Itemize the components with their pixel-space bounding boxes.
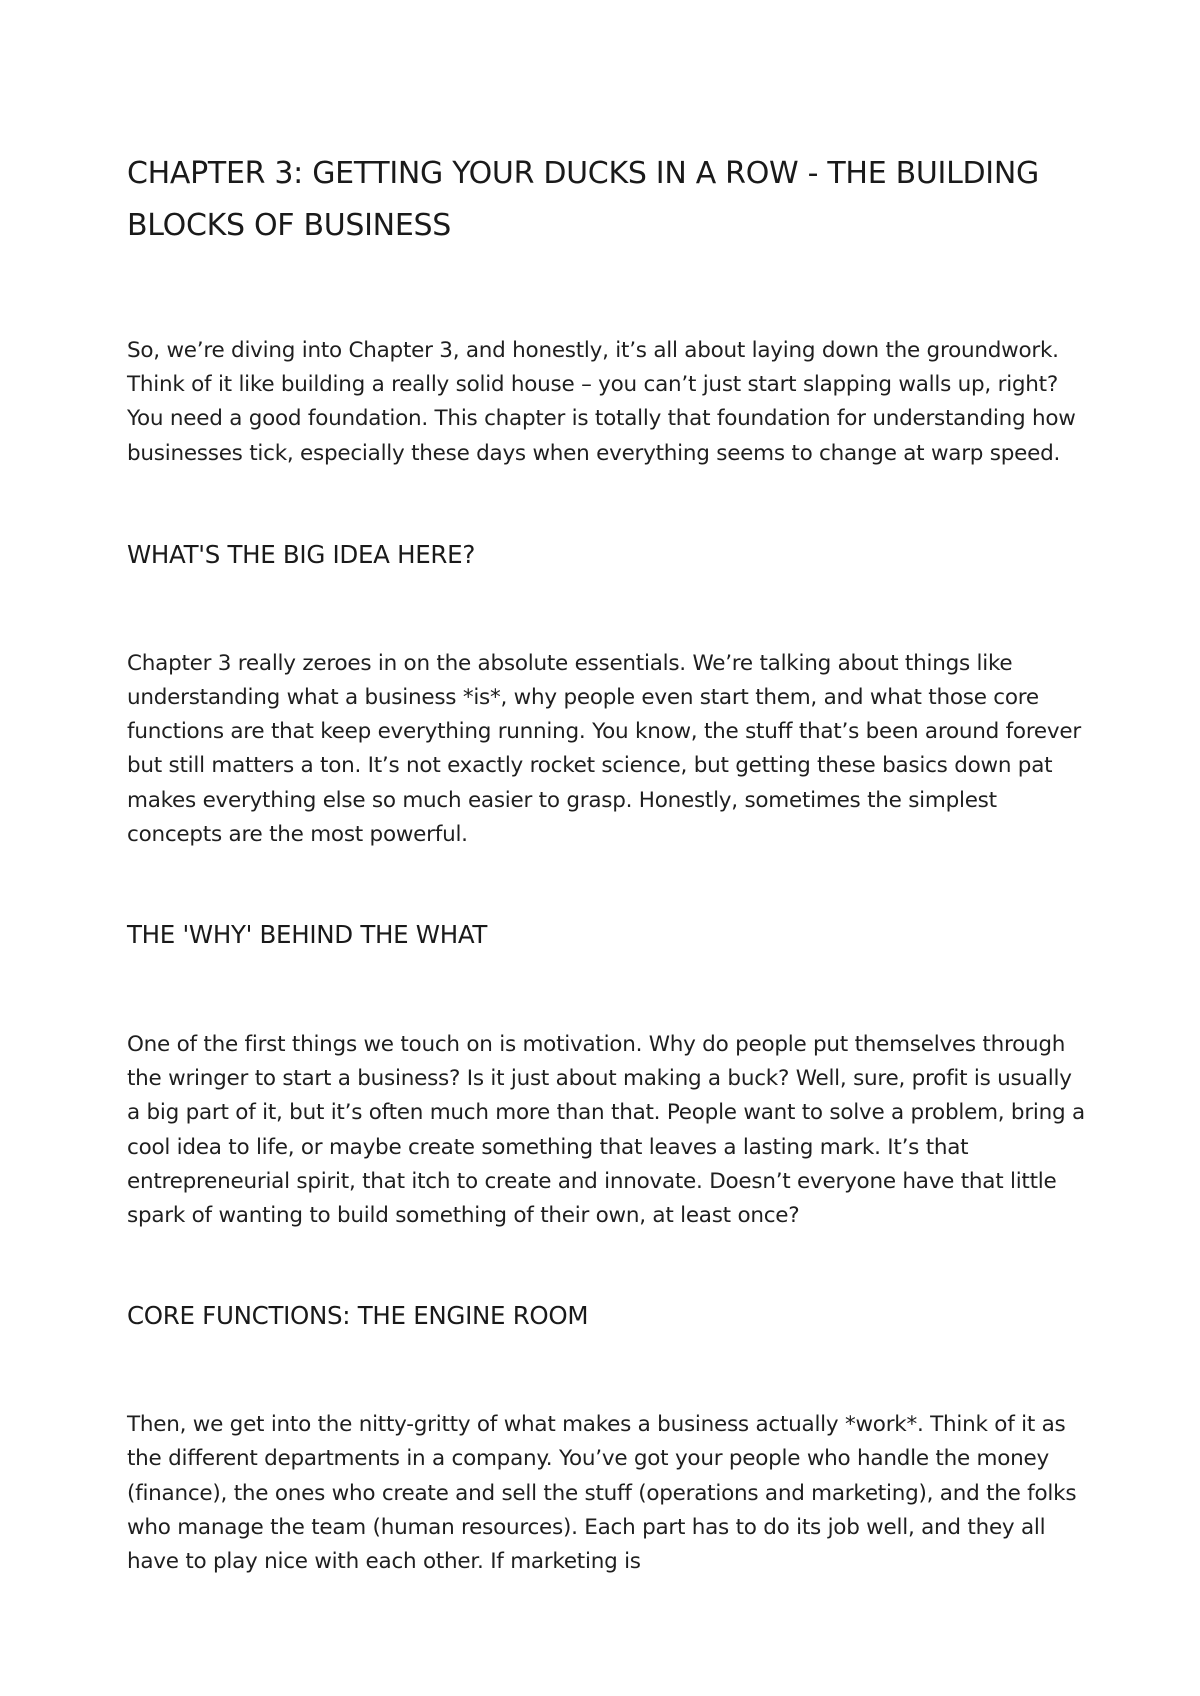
section-heading-core-functions: CORE FUNCTIONS: THE ENGINE ROOM [127,1301,589,1331]
section-heading-why: THE 'WHY' BEHIND THE WHAT [127,920,488,950]
document-page [127,148,1087,1579]
section-heading-big-idea: WHAT'S THE BIG IDEA HERE? [127,539,476,569]
intro-paragraph: So, we’re diving into Chapter 3, and honestly, it’s all about laying down the groundwork. Think of it like building a really solid house – you can’t just start slapping walls up, right? You need a good foundation. This chapter is totally that foundation for understanding how businesses tick, especially these days when everything seems to change at warp speed. [127,338,1076,466]
section-paragraph-why: One of the first things we touch on is motivation. Why do people put themselves through the wringer to start a business? Is it just about making a buck? Well, sure, profit is usually a big part of it, but it’s often much more than that. People want to solve a problem, bring a cool idea to life, or maybe create something that leaves a lasting mark. It’s that entrepreneurial spirit, that itch to create and innovate. Doesn’t everyone have that little spark of wanting to build something of their own, at least once? [127,1032,1085,1229]
section-paragraph-core-functions: Then, we get into the nitty-gritty of what makes a business actually *work*. Think of it as the different departments in a company. You’ve got your people who handle the money (finance), the ones who create and sell the stuff (operations and marketing), and the folks who manage the team (human resources). Each part has to do its job well, and they all have to play nice with each other. If marketing is [127,1412,1077,1575]
chapter-title: CHAPTER 3: GETTING YOUR DUCKS IN A ROW - THE BUILDING BLOCKS OF BUSINESS [127,156,1039,243]
section-paragraph-big-idea: Chapter 3 really zeroes in on the absolute essentials. We’re talking about things like understanding what a business *is*, why people even start them, and what those core functions are that keep everything running. You know, the stuff that’s been around forever but still matters a ton. It’s not exactly rocket science, but getting these basics down pat makes everything else so much easier to grasp. Honestly, sometimes the simplest concepts are the most powerful. [127,650,1081,847]
